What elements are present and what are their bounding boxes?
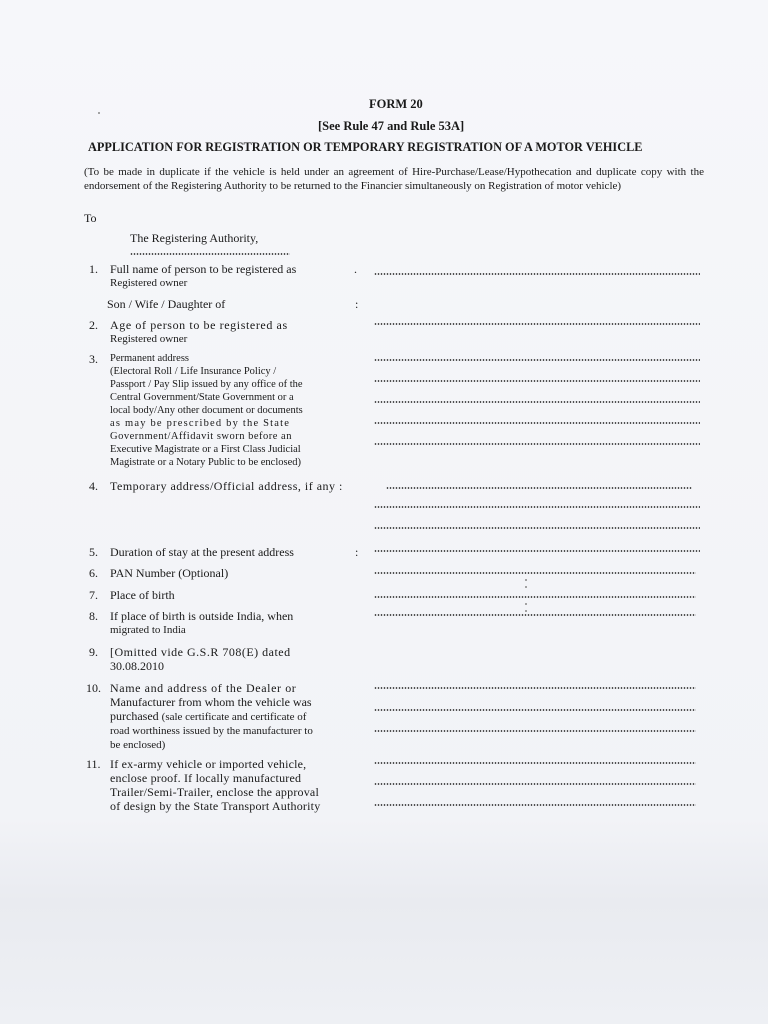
permanent-address-field-3[interactable] [374,401,700,403]
pan-number-field[interactable] [374,572,696,574]
item-number: 4. [89,479,98,493]
item-number: 1. [89,262,98,276]
item-number: 10. [86,681,101,695]
item-6-label: PAN Number (Optional) [110,566,229,580]
item-number: 3. [89,352,98,366]
item-5-label: Duration of stay at the present address [110,545,294,559]
item-10-label: Name and address of the Dealer or Manufacturer from whom the vehicle was purchased (sale certificate and certificate of road worthiness issued by the manufacturer to be enclosed) [110,681,313,751]
permanent-address-field-2[interactable] [374,380,700,382]
temporary-address-field-1[interactable] [386,487,692,489]
migration-date-field[interactable] [374,614,696,616]
age-field[interactable] [374,323,700,325]
item-number: 7. [89,588,98,602]
rule-reference: [See Rule 47 and Rule 53A] [318,119,465,133]
colon: . [354,262,357,276]
colon: : [355,545,359,559]
dealer-field-2[interactable] [374,709,696,711]
ex-army-field-1[interactable] [374,762,696,764]
item-number: 11. [86,757,101,771]
scan-speck [525,603,527,605]
temporary-address-field-2[interactable] [374,506,700,508]
permanent-address-field-4[interactable] [374,422,700,424]
ex-army-field-3[interactable] [374,804,696,806]
item-7-label: Place of birth [110,588,175,602]
duration-of-stay-field[interactable] [374,550,700,552]
colon: : [355,297,359,311]
item-number: 2. [89,318,98,332]
item-number: 9. [89,645,98,659]
registering-authority: The Registering Authority, [130,231,259,245]
item-1-label: Full name of person to be registered as Registered owner [110,262,297,289]
item-11-label: If ex-army vehicle or imported vehicle, enclose proof. If locally manufactured Trailer/Semi-Trailer, enclose the approval of design by the State Transport Authority [110,757,321,813]
item-number: 6. [89,566,98,580]
temporary-address-field-3[interactable] [374,527,700,529]
ex-army-field-2[interactable] [374,783,696,785]
permanent-address-field-1[interactable] [374,359,700,361]
authority-dotted-line [130,253,290,255]
item-2-label: Age of person to be registered as Registered owner [110,318,288,345]
dealer-field-3[interactable] [374,730,696,732]
intro-note: (To be made in duplicate if the vehicle is held under an agreement of Hire-Purchase/Lease/Hypothecation and duplicate copy with the endorsement of the Registering Authority to be returned to the Financier simultaneously on Registration of motor vehicle) [84,166,704,192]
item-number: 5. [89,545,98,559]
dealer-field-1[interactable] [374,687,696,689]
item-number: 8. [89,609,98,623]
form-title: FORM 20 [369,97,423,111]
to-label: To [84,211,97,225]
item-4-label: Temporary address/Official address, if any : [110,479,343,493]
scan-speck [98,112,100,114]
item-3-label: Permanent address (Electoral Roll / Life Insurance Policy / Passport / Pay Slip issued by any office of the Central Government/State Government or a local body/Any other document or documents as may be prescribed by the State Government/Affidavit sworn before an Executive Magistrate or a First Class Judicial Magistrate or a Notary Public to be enclosed) [110,353,303,468]
place-of-birth-field[interactable] [374,596,696,598]
scan-speck [525,579,527,581]
item-9-label: [Omitted vide G.S.R 708(E) dated 30.08.2010 [110,645,291,673]
son-wife-daughter-label: Son / Wife / Daughter of [107,297,226,311]
item-8-label: If place of birth is outside India, when migrated to India [110,609,294,636]
scan-speck [525,586,527,588]
full-name-field[interactable] [374,273,700,275]
scan-speck [525,610,527,612]
permanent-address-field-5[interactable] [374,443,700,445]
form-heading: APPLICATION FOR REGISTRATION OR TEMPORARY REGISTRATION OF A MOTOR VEHICLE [88,140,643,154]
